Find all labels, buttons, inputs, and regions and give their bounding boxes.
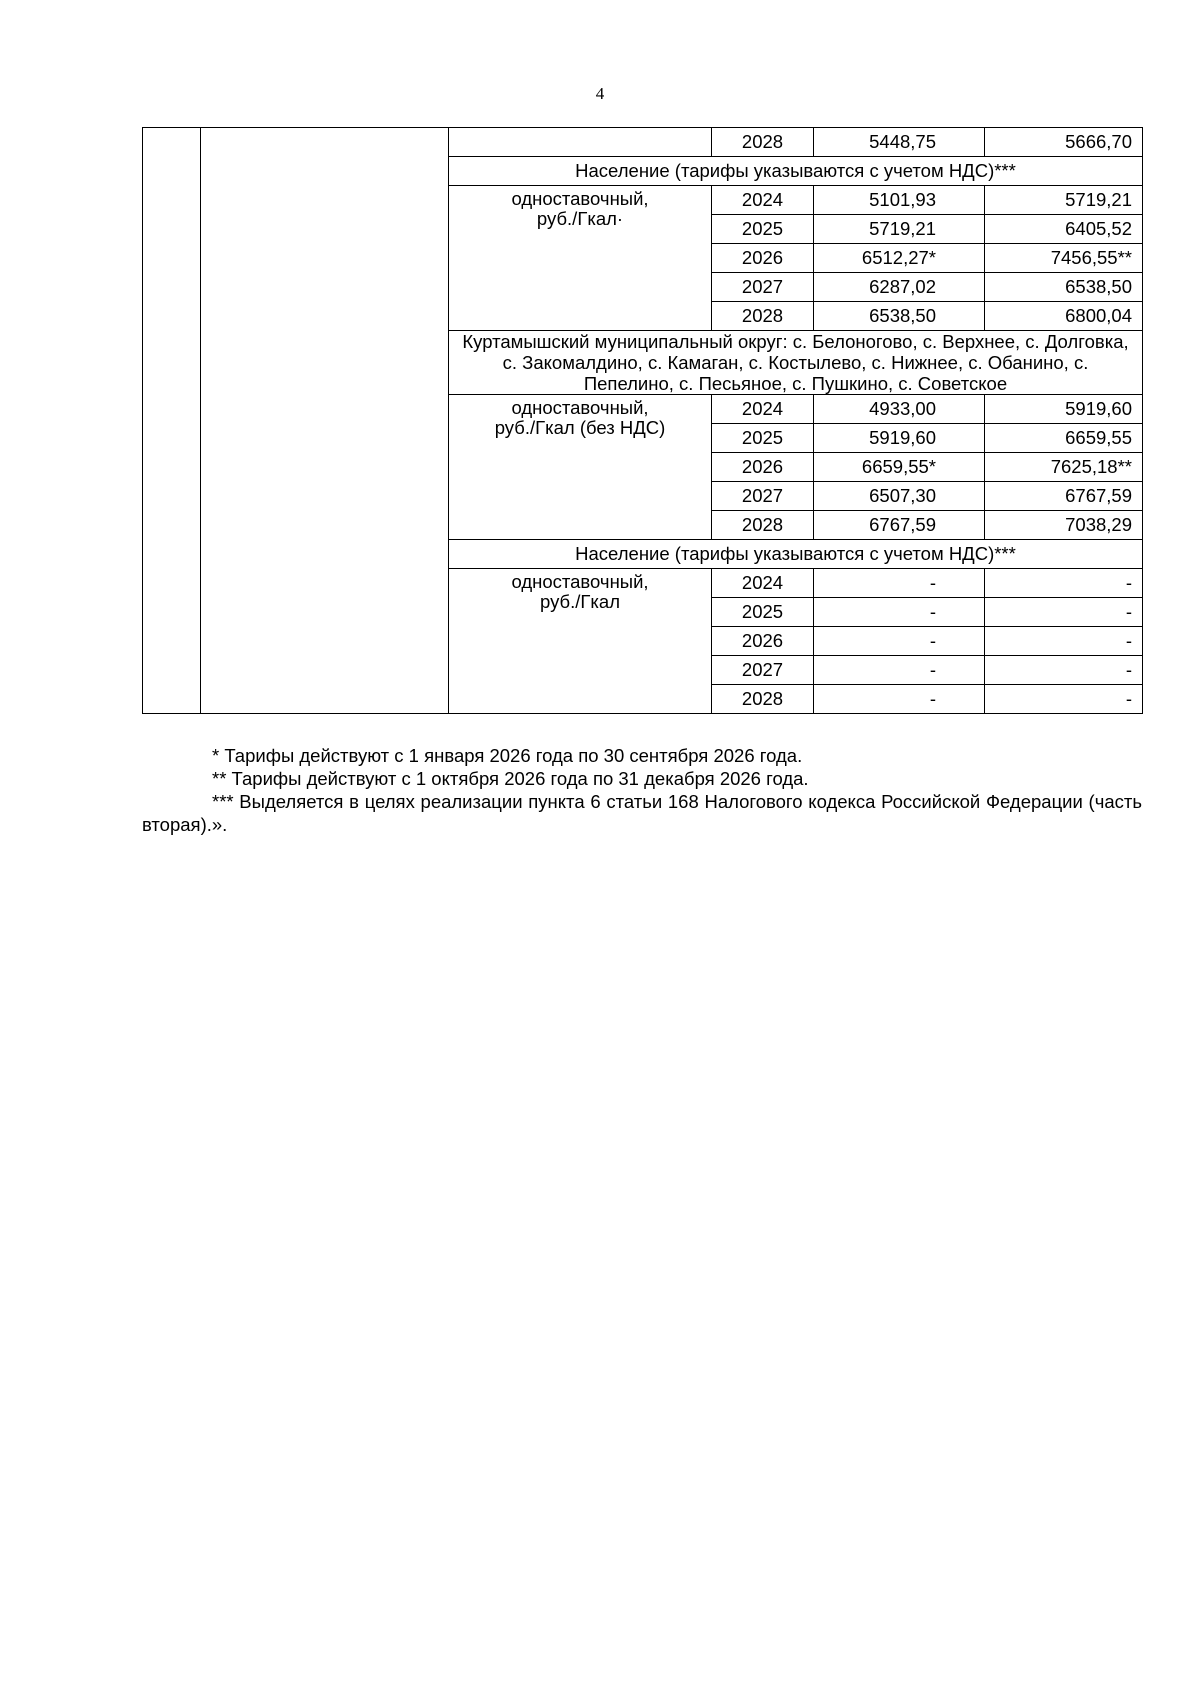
section-header: Население (тарифы указываются с учетом НДС)***: [449, 540, 1143, 569]
tariff-value-1: 6767,59: [814, 511, 985, 540]
year-cell: 2024: [712, 569, 814, 598]
table-row: [143, 128, 1143, 157]
tariff-value-2: 6659,55: [985, 424, 1143, 453]
page-number: 4: [595, 84, 605, 103]
footnote-2: ** Тарифы действуют с 1 октября 2026 года по 31 декабря 2026 года.: [212, 768, 809, 789]
tariff-value-1: -: [814, 685, 985, 714]
year-cell: 2028: [712, 128, 814, 157]
unit-cell: [449, 128, 712, 157]
tariff-value-1: 5719,21: [814, 215, 985, 244]
tariff-value-1: 5101,93: [814, 186, 985, 215]
year-cell: 2027: [712, 273, 814, 302]
tariff-value-2: -: [985, 598, 1143, 627]
tariff-value-1: 6659,55*: [814, 453, 985, 482]
tariff-value-1: -: [814, 598, 985, 627]
row-number-cell: [143, 128, 201, 714]
year-cell: 2027: [712, 482, 814, 511]
tariff-value-2: 6405,52: [985, 215, 1143, 244]
year-cell: 2026: [712, 453, 814, 482]
tariff-value-2: 6800,04: [985, 302, 1143, 331]
tariff-value-2: 6538,50: [985, 273, 1143, 302]
tariff-value-2: 7456,55**: [985, 244, 1143, 273]
tariff-value-1: 5919,60: [814, 424, 985, 453]
year-cell: 2026: [712, 244, 814, 273]
footnote-3: *** Выделяется в целях реализации пункта 6 статьи 168 Налогового кодекса Российской Федерации (часть вторая).».: [142, 791, 1142, 835]
tariff-value-2: 5666,70: [985, 128, 1143, 157]
tariff-value-2: 5919,60: [985, 395, 1143, 424]
year-cell: 2024: [712, 186, 814, 215]
year-cell: 2025: [712, 215, 814, 244]
tariff-value-1: -: [814, 569, 985, 598]
tariff-value-1: 5448,75: [814, 128, 985, 157]
tariff-value-2: 7038,29: [985, 511, 1143, 540]
tariff-value-1: -: [814, 627, 985, 656]
unit-cell: одноставочный, руб./Гкал: [449, 569, 712, 714]
tariff-value-2: -: [985, 627, 1143, 656]
unit-cell: одноставочный, руб./Гкал (без НДС): [449, 395, 712, 540]
year-cell: 2025: [712, 598, 814, 627]
section-header: Население (тарифы указываются с учетом НДС)***: [449, 157, 1143, 186]
unit-cell: одноставочный, руб./Гкал·: [449, 186, 712, 331]
year-cell: 2025: [712, 424, 814, 453]
tariff-value-1: 6512,27*: [814, 244, 985, 273]
tariff-value-1: -: [814, 656, 985, 685]
tariff-value-1: 6287,02: [814, 273, 985, 302]
tariff-value-2: -: [985, 685, 1143, 714]
section-header: Куртамышский муниципальный округ: с. Белоногово, с. Верхнее, с. Долговка, с. Закомалдино, с. Камаган, с. Костылево, с. Нижнее, с. Обанино, с. Пепелино, с. Песьяное, с. Пушкино, с. Советское: [449, 331, 1143, 395]
year-cell: 2026: [712, 627, 814, 656]
footnotes: [142, 744, 1142, 836]
tariff-table: [142, 127, 1143, 714]
tariff-value-2: 6767,59: [985, 482, 1143, 511]
tariff-value-2: -: [985, 569, 1143, 598]
tariff-value-1: 6507,30: [814, 482, 985, 511]
tariff-value-1: 4933,00: [814, 395, 985, 424]
year-cell: 2027: [712, 656, 814, 685]
tariff-value-2: -: [985, 656, 1143, 685]
tariff-value-1: 6538,50: [814, 302, 985, 331]
tariff-value-2: 5719,21: [985, 186, 1143, 215]
year-cell: 2028: [712, 302, 814, 331]
organization-cell: [201, 128, 449, 714]
footnote-1: * Тарифы действуют с 1 января 2026 года по 30 сентября 2026 года.: [212, 745, 803, 766]
tariff-value-2: 7625,18**: [985, 453, 1143, 482]
year-cell: 2024: [712, 395, 814, 424]
year-cell: 2028: [712, 511, 814, 540]
year-cell: 2028: [712, 685, 814, 714]
